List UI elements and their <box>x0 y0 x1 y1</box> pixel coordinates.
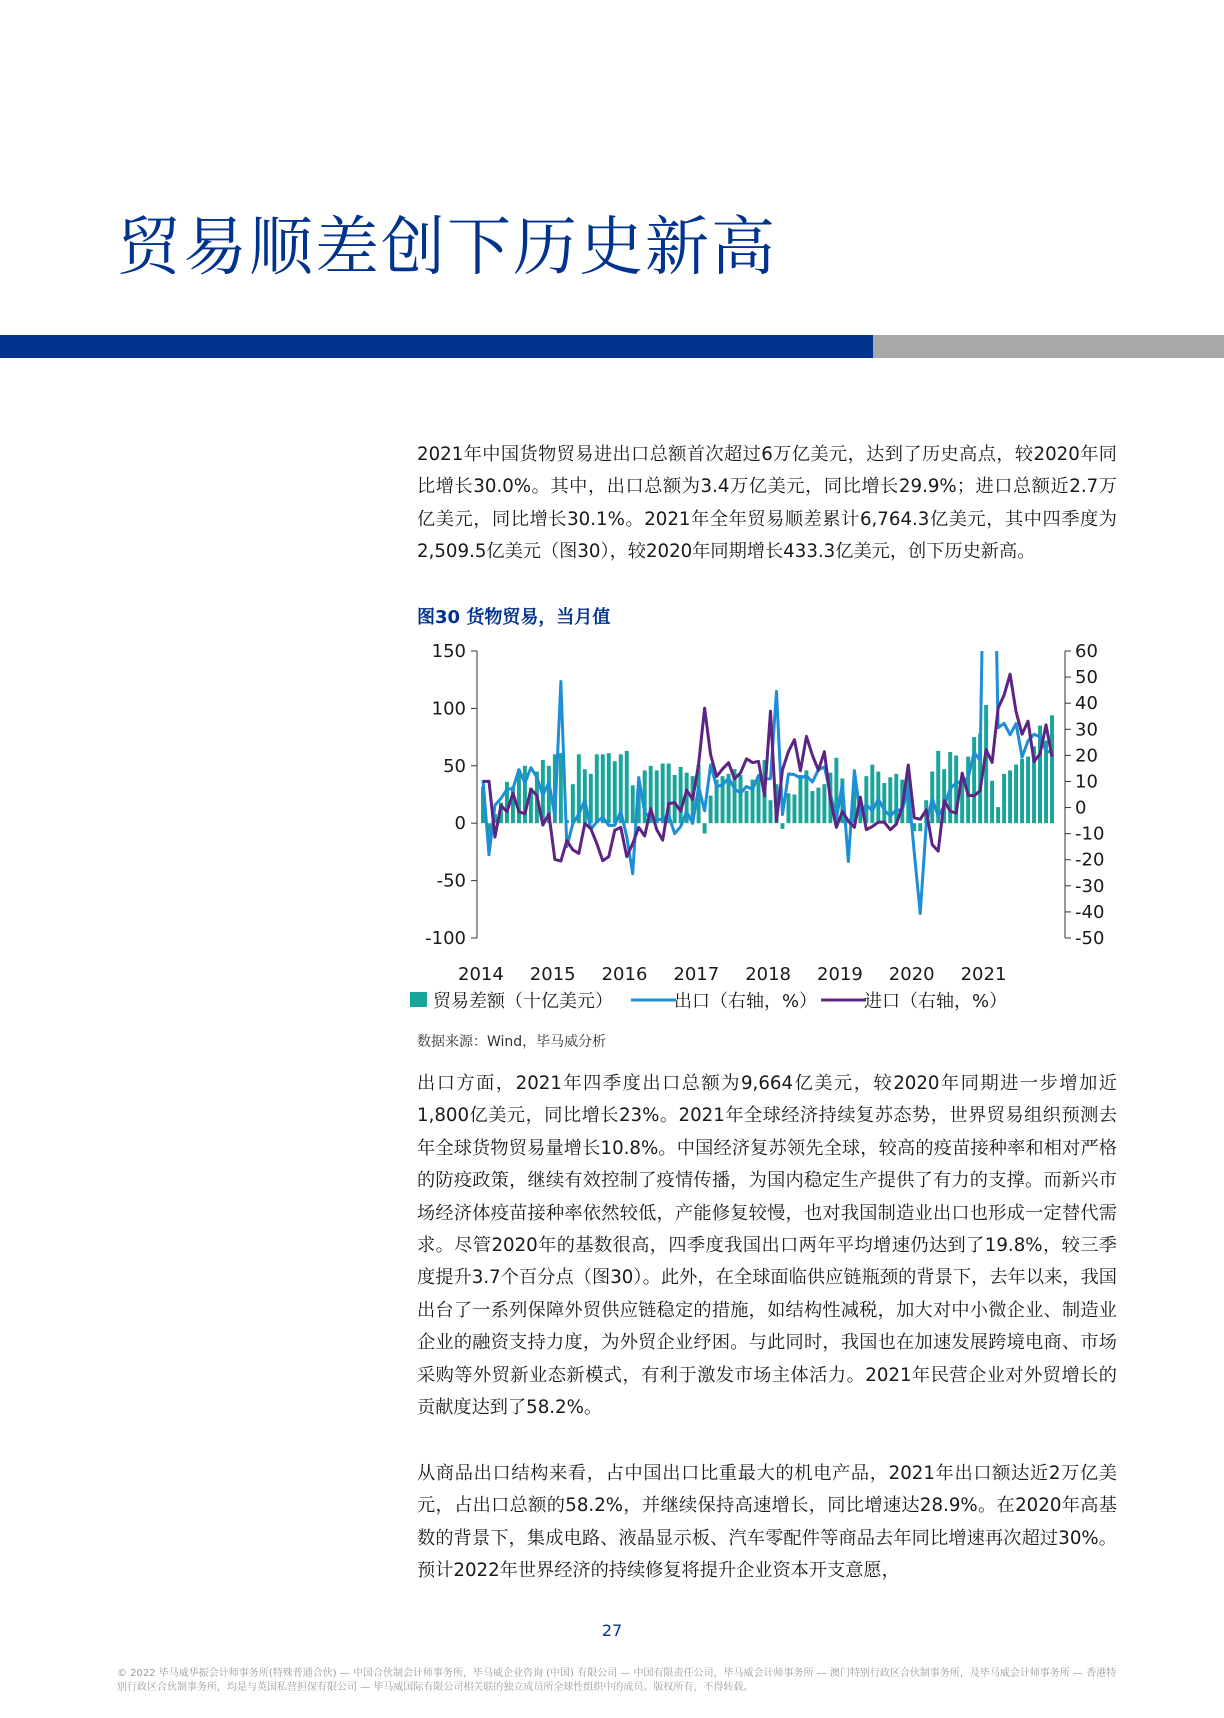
trade-balance-bar <box>739 775 743 823</box>
trade-balance-bar <box>769 800 773 823</box>
right-axis-tick-label: -40 <box>1075 901 1105 923</box>
trade-balance-bar <box>798 775 802 823</box>
trade-balance-bar <box>918 823 922 831</box>
right-axis-tick-label: 10 <box>1075 771 1098 793</box>
page-number: 27 <box>601 1621 623 1640</box>
right-axis-tick-label: -20 <box>1075 849 1105 871</box>
trade-balance-bar <box>822 784 826 823</box>
trade-balance-bar <box>1002 774 1006 823</box>
trade-balance-bar <box>559 753 563 823</box>
trade-balance-bar <box>745 791 749 823</box>
right-axis-tick-label: -50 <box>1075 928 1105 949</box>
x-axis-tick-label: 2021 <box>960 964 1007 985</box>
right-axis-tick-label: 30 <box>1075 719 1098 741</box>
x-axis-tick-label: 2019 <box>817 964 863 985</box>
trade-balance-bar <box>816 788 820 824</box>
right-axis-tick-label: 0 <box>1075 797 1087 819</box>
trade-balance-bar <box>996 807 1000 823</box>
left-axis-tick-label: 50 <box>443 755 466 777</box>
trade-balance-bar <box>631 785 635 823</box>
trade-balance-bar <box>1050 715 1054 823</box>
trade-balance-bar <box>990 781 994 823</box>
right-axis-tick-label: 40 <box>1075 693 1098 715</box>
trade-balance-bar <box>571 784 575 823</box>
x-axis-tick-label: 2014 <box>458 964 504 985</box>
right-axis-tick-label: 60 <box>1075 641 1098 662</box>
x-axis-tick-label: 2020 <box>888 964 935 985</box>
trade-balance-bar <box>595 754 599 823</box>
trade-balance-bar <box>679 767 683 823</box>
trade-balance-bar <box>1020 759 1024 823</box>
right-axis-tick-label: 20 <box>1075 745 1098 767</box>
trade-balance-bar <box>972 737 976 823</box>
trade-balance-bar <box>882 783 886 823</box>
trade-balance-bar <box>601 754 605 823</box>
x-axis-tick-label: 2018 <box>745 964 792 985</box>
page-title: 贸易顺差创下历史新高 <box>117 211 777 285</box>
trade-balance-bar <box>757 776 761 823</box>
trade-balance-bar <box>876 772 880 824</box>
trade-balance-bar <box>1026 757 1030 824</box>
paragraph-trade-surplus: 2021年中国货物贸易进出口总额首次超过6万亿美元，达到了历史高点，较2020年同比增长30.0%。其中，出口总额为3.4万亿美元，同比增长29.9%；进口总额近2.7万亿美元，同比增长30.1%。2021年全年贸易顺差累计6,764.3亿美元，其中四季度为2,509.5亿美元（图30），较2020年同期增长433.3亿美元，创下历史新高。 <box>417 444 1117 563</box>
trade-balance-bar <box>781 823 785 829</box>
x-axis-tick-label: 2017 <box>673 964 720 985</box>
legend-label-trade-balance: 贸易差额（十亿美元） <box>433 991 613 1012</box>
trade-balance-bar <box>703 823 707 833</box>
trade-balance-bar <box>1014 765 1018 824</box>
trade-balance-bar <box>583 769 587 823</box>
left-axis-tick-label: -50 <box>436 870 466 892</box>
trade-balance-bar <box>607 753 611 823</box>
right-axis-tick-label: 50 <box>1075 667 1098 689</box>
data-source: 数据来源：Wind，毕马威分析 <box>417 1034 607 1050</box>
copyright-footer: © 2022 毕马威华振会计师事务所(特殊普通合伙) — 中国合伙制会计师事务所，毕马威企业咨询 (中国) 有限公司 — 中国有限责任公司，毕马威会计师事务所 — 澳门特别行政区合伙制事务所，及毕马威会计师事务所 — 香港特别行政区合伙制事务所，均是与英国私营担保有限公司 — 毕马威国际有限公司相关联的独立成员所全球性组织中的成员。版权所有，不得转载。 <box>117 1668 1117 1693</box>
left-axis-tick-label: 100 <box>431 698 466 720</box>
header-divider-gray <box>873 335 1224 358</box>
trade-balance-bar <box>709 796 713 824</box>
trade-balance-bar <box>810 791 814 823</box>
legend-label-imports: 进口（右轴，%） <box>864 991 1008 1012</box>
trade-balance-bar <box>870 765 874 824</box>
trade-balance-bar <box>661 764 665 824</box>
legend-swatch-trade-balance <box>410 992 427 1007</box>
trade-balance-bar <box>786 793 790 823</box>
trade-balance-bar <box>1008 770 1012 823</box>
trade-balance-bar <box>1044 741 1048 824</box>
header-divider-blue <box>0 335 873 358</box>
right-axis-tick-label: -30 <box>1075 875 1105 897</box>
left-axis-tick-label: 150 <box>431 641 466 662</box>
trade-balance-bar <box>655 770 659 823</box>
left-axis-tick-label: -100 <box>425 928 466 949</box>
paragraph-export-structure: 从商品出口结构来看，占中国出口比重最大的机电产品，2021年出口额达近2万亿美元，占出口总额的58.2%，并继续保持高速增长，同比增速达28.9%。在2020年高基数的背景下，集成电路、液晶显示板、汽车零配件等商品去年同比增速再次超过30%。预计2022年世界经济的持续修复将提升企业资本开支意愿， <box>417 1463 1117 1582</box>
trade-balance-bar <box>673 775 677 823</box>
legend-label-exports: 出口（右轴，%） <box>674 991 818 1012</box>
figure-title: 图30 货物贸易，当月值 <box>417 607 611 628</box>
trade-balance-bar <box>625 751 629 823</box>
right-axis-tick-label: -10 <box>1075 823 1105 845</box>
x-axis-tick-label: 2015 <box>529 964 576 985</box>
trade-balance-bar <box>613 761 617 823</box>
left-axis-tick-label: 0 <box>454 813 466 835</box>
chart-legend <box>410 991 1007 1012</box>
trade-balance-bar <box>792 795 796 824</box>
x-axis-tick-label: 2016 <box>601 964 648 985</box>
trade-chart <box>410 630 1110 1025</box>
paragraph-exports: 出口方面，2021年四季度出口总额为9,664亿美元，较2020年同期进一步增加近1,800亿美元，同比增长23%。2021年全球经济持续复苏态势，世界贸易组织预测去年全球货物贸易量增长10.8%。中国经济复苏领先全球，较高的疫苗接种率和相对严格的防疫政策，继续有效控制了疫情传播，为国内稳定生产提供了有力的支撑。而新兴市场经济体疫苗接种率依然较低，产能修复较慢，也对我国制造业出口也形成一定替代需求。尽管2020年的基数很高，四季度我国出口两年平均增速仍达到了19.8%，较三季度提升3.7个百分点（图30）。此外，在全球面临供应链瓶颈的背景下，去年以来，我国出台了一系列保障外贸供应链稳定的措施，如结构性减税，加大对中小微企业、制造业企业的融资支持力度，为外贸企业纾困。与此同时，我国也在加速发展跨境电商、市场采购等外贸新业态新模式，有利于激发市场主体活力。2021年民营企业对外贸增长的贡献度达到了58.2%。 <box>417 1073 1117 1419</box>
